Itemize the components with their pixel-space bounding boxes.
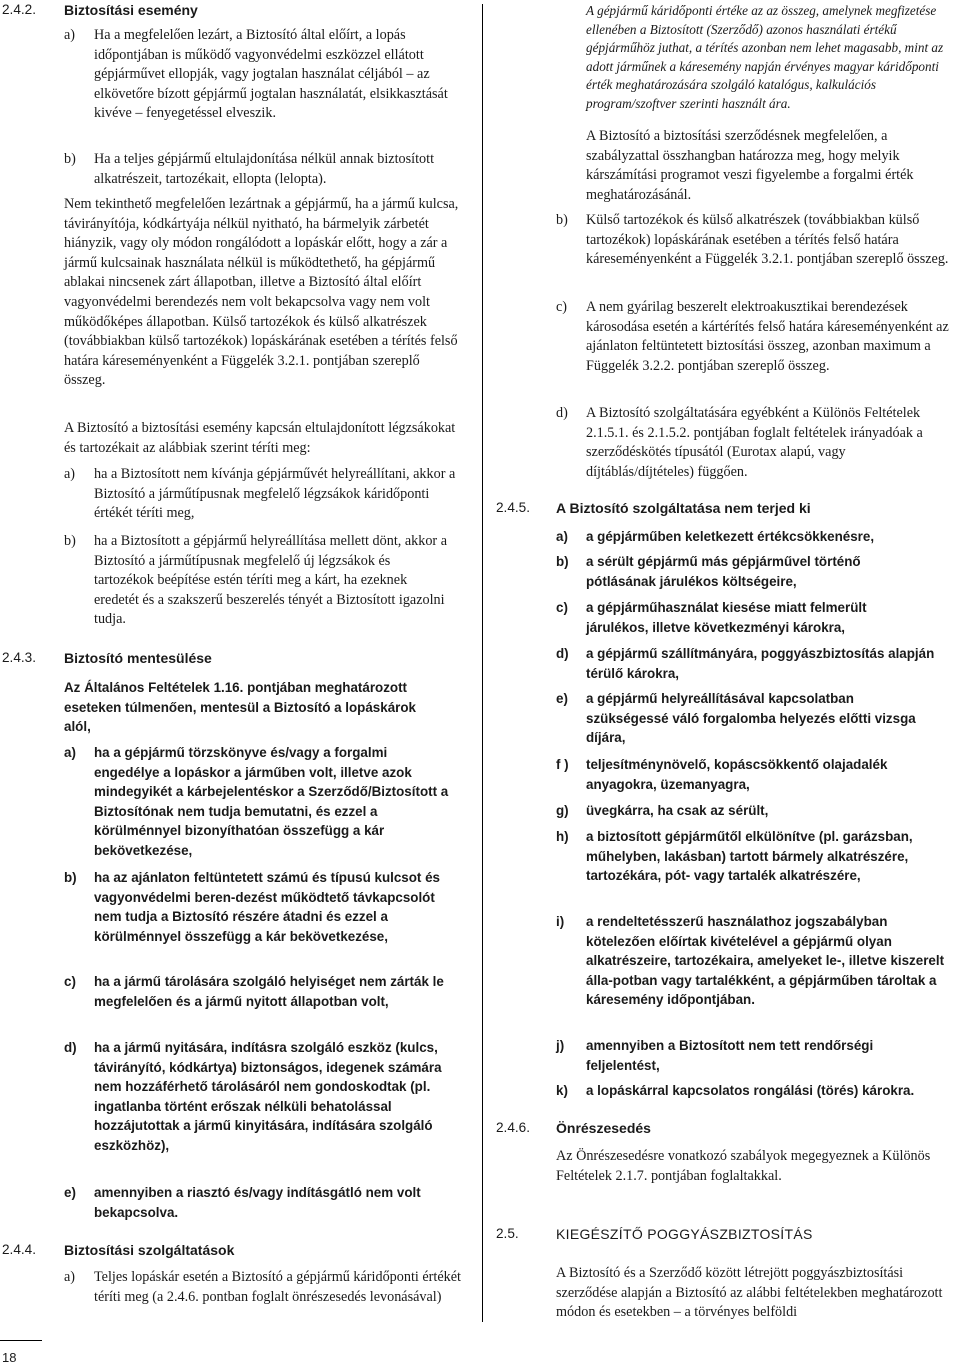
section-number-2-4-6: 2.4.6. xyxy=(496,1120,531,1135)
item-label: d) xyxy=(556,646,569,661)
item-label: b) xyxy=(556,212,568,228)
item-text: Ha a teljes gépjármű eltulajdonítása nélkül annak biztosított alkatrészeit, tartozékait, ellopta (lelopta). xyxy=(94,151,435,187)
section-number-2-4-2: 2.4.2. xyxy=(2,2,37,17)
item-text: a gépjármű helyreállításával kapcsolatban szükségessé váló forgalomba helyezés előtti vizsga díjára, xyxy=(586,691,916,746)
item-label: c) xyxy=(556,299,568,315)
item-text: A nem gyárilag beszerelt elektroakusztikai berendezések károsodása esetén a kártérítés felső határa káreseményenként az ajánlaton feltüntetett biztosítási összeg, azonban maximum a Függelék 3.2.2. pontjában szereplő összeg. xyxy=(586,299,949,374)
item-text: a gépjárműhasználat kiesése miatt felmerült járulékos, illetve következményi károkra, xyxy=(586,600,867,635)
item-label: e) xyxy=(556,691,568,706)
section-title-2-4-3: Biztosító mentesülése xyxy=(64,650,212,666)
paragraph: A Biztosító a biztosítási szerződésnek megfelelően, a szabályzattal összhangban határozza meg, hogy melyik kárszámítási programot veszi figyelembe a forgalmi érték meghatározásánál. xyxy=(586,128,914,203)
item-text: A Biztosító szolgáltatására egyébként a Különös Feltételek 2.1.5.1. és 2.1.5.2. pontjában foglalt feltételek irányadóak a szerződéskötés típusától (Eurotax alapú, vagy díjtáblás/díjtételes) függően. xyxy=(586,405,923,480)
section-title-2-5: KIEGÉSZÍTŐ POGGYÁSZBIZTOSÍTÁS xyxy=(556,1226,813,1242)
item-label: a) xyxy=(556,529,568,544)
item-text: amennyiben a riasztó és/vagy indításgátló nem volt bekapcsolva. xyxy=(94,1185,421,1220)
item-text: ha a gépjármű törzskönyve és/vagy a forgalmi engedélye a lopáskor a járműben volt, illetve azok mindegyikét a kárbejelentéskor a Szerződő/Biztosított a Biztosítónak nem tudja bemutatni, és ezzel a körülménnyel bizonyíthatóan összefügg a kár bekövetkezése, xyxy=(94,745,449,858)
item-text: a sérült gépjármű más gépjárművel történő pótlásának járulékos költségeire, xyxy=(586,554,861,589)
paragraph: A Biztosító és a Szerződő között létrejött poggyászbiztosítási szerződése alapján a Biztosító az alábbi feltételekben meghatározott módon és esetekben – a törvényes belföldi xyxy=(556,1265,943,1321)
item-label: k) xyxy=(556,1083,568,1098)
item-text: a lopáskárral kapcsolatos rongálási (törés) károkra. xyxy=(586,1083,915,1098)
item-label: b) xyxy=(64,533,76,549)
item-text: ha a Biztosított nem kívánja gépjárművét helyreállítani, akkor a Biztosító a járműtípusnak megfelelő légzsákok káridőponti értékét téríti meg, xyxy=(94,466,456,522)
item-label: h) xyxy=(556,829,569,844)
item-text: ha a jármű tárolására szolgáló helyiséget nem zárták le megfelelően és a jármű nyitott állapotban volt, xyxy=(94,974,444,1009)
item-text: teljesítménynövelő, kopáscsökkentő olajadalék anyagokra, üzemanyagra, xyxy=(586,757,888,792)
paragraph: A Biztosító a biztosítási esemény kapcsán eltulajdonított légzsákokat és tartozékait az alábbiak szerint téríti meg: xyxy=(64,420,456,456)
item-label: f ) xyxy=(556,757,569,772)
item-label: d) xyxy=(556,405,568,421)
item-label: e) xyxy=(64,1185,76,1200)
section-number-2-5: 2.5. xyxy=(496,1226,519,1241)
item-label: a) xyxy=(64,466,76,482)
column-divider xyxy=(482,4,483,1322)
item-text: a gépjárműben keletkezett értékcsökkenésre, xyxy=(586,529,875,544)
item-label: j) xyxy=(556,1038,565,1053)
item-label: b) xyxy=(64,151,76,167)
item-label: i) xyxy=(556,914,565,929)
item-label: a) xyxy=(64,745,76,760)
italic-note: A gépjármű káridőponti értéke az az összeg, amelynek megfizetése ellenében a Biztosított (Szerződő) azonos használati értékű gépjárműhöz juthat, a térítés azonban nem lehet magasabb, mint az adott járműnek a káresemény napján érvényes magyar káridőponti érték meghatározására szolgáló katalógus, kalkulációs program/szoftver szerinti használt ára. xyxy=(586,3,944,111)
item-text: ha a jármű nyitására, indításra szolgáló eszköz (kulcs, távirányító, kódkártya) biztonságos, idegenek számára nem hozzáférhető tárolásáról nem gondoskodtak (pl. ingatlanba történt erőszak nélküli behatolással hozzájutottak a jármű kinyitására, indítására szolgáló eszközhöz), xyxy=(94,1040,442,1153)
item-label: d) xyxy=(64,1040,77,1055)
section-number-2-4-4: 2.4.4. xyxy=(2,1242,37,1257)
item-text: Külső tartozékok és külső alkatrészek (továbbiakban külső tartozékok) lopáskárának esetében a térítés felső határa káreseményenként a Függelék 3.2.1. pontjában szereplő összeg. xyxy=(586,212,949,268)
section-title-2-4-6: Önrészesedés xyxy=(556,1120,651,1136)
paragraph: Az Általános Feltételek 1.16. pontjában meghatározott eseteken túlmenően, mentesül a Biztosító a lopáskárok alól, xyxy=(64,680,416,735)
page-number: 18 xyxy=(2,1350,17,1365)
item-text: a gépjármű szállítmányára, poggyászbiztosítás alapján térülő károkra, xyxy=(586,646,935,681)
section-number-2-4-5: 2.4.5. xyxy=(496,500,531,515)
item-label: b) xyxy=(64,870,77,885)
section-title-2-4-2: Biztosítási esemény xyxy=(64,2,198,18)
item-label: c) xyxy=(556,600,568,615)
item-text: a rendeltetésszerű használathoz jogszabályban kötelezően előírtak kivételével a gépjármű olyan alkatrészeire, tartozékaira, amelyeket le-, illetve kiszerelt álla-potban vagy tartalékként, a gépjárműben tároltak a káresemény időpontjában. xyxy=(586,914,945,1008)
item-text: ha a Biztosított a gépjármű helyreállítása mellett dönt, akkor a Biztosító a járműtípusnak megfelelő új légzsákok és tartozékok beépítése estén téríti meg a kárt, ha ezeknek eredetét és a szakszerű beszerelés tényét a Biztosított igazolni tudja. xyxy=(94,533,447,628)
item-text: üvegkárra, ha csak az sérült, xyxy=(586,803,769,818)
item-text: Ha a megfelelően lezárt, a Biztosító által előírt, a lopás időpontjában is működő vagyonvédelmi eszközzel ellátott gépjárművet ellopják, vagy jogtalan használat céljából – az elkövetőre bízott gépjármű jogtalan használatát, elsikkasztását kivéve – fenyegetéssel elveszik. xyxy=(94,27,448,122)
item-label: a) xyxy=(64,27,76,43)
footer-rule xyxy=(0,1340,42,1341)
item-label: g) xyxy=(556,803,569,818)
paragraph: Nem tekinthető megfelelően lezártnak a gépjármű, ha a jármű kulcsa, távirányítója, kódkártyája nélkül nyitható, ha bármelyik zárbetét hiányzik, vagy oly módon rongálódott a lopáskár előtt, hogy a zár a jármű kulcsainak használata nélkül is működtethető, ha gépjármű ablakai nincsenek zárt állapotban, illetve a Biztosító által előírt vagyonvédelmi berendezés nem volt bekapcsolva vagy nem volt működőképes állapotban. Külső tartozékok és külső alkatrészek (továbbiakban külső tartozékok) lopáskárának esetében a térítés felső határa káreseményenként a Függelék 3.2.1. pontjában szereplő összeg. xyxy=(64,196,459,389)
paragraph: Az Önrészesedésre vonatkozó szabályok megegyeznek a Különös Feltételek 2.1.7. pontjában foglaltakkal. xyxy=(556,1148,931,1184)
item-text: a biztosított gépjárműtől elkülönítve (pl. garázsban, műhelyben, lakásban) tartott bármely alkatrészére, tartozékára, pót- vagy tartalék alkatrészére, xyxy=(586,829,913,884)
item-text: Teljes lopáskár esetén a Biztosító a gépjármű káridőponti értékét téríti meg (a 2.4.6. pontban foglalt önrészesedés levonásával) xyxy=(94,1269,461,1305)
item-label: b) xyxy=(556,554,569,569)
item-text: ha az ajánlaton feltüntetett számú és típusú kulcsot és vagyonvédelmi beren-dezést működtető távkapcsolót nem tudja a Biztosító részére átadni és ezzel a körülménnyel összefügg a kár bekövetkezése, xyxy=(94,870,440,944)
section-number-2-4-3: 2.4.3. xyxy=(2,650,37,665)
item-label: c) xyxy=(64,974,76,989)
item-label: a) xyxy=(64,1269,76,1285)
section-title-2-4-5: A Biztosító szolgáltatása nem terjed ki xyxy=(556,500,811,516)
item-text: amennyiben a Biztosított nem tett rendőrségi feljelentést, xyxy=(586,1038,874,1073)
section-title-2-4-4: Biztosítási szolgáltatások xyxy=(64,1242,235,1258)
